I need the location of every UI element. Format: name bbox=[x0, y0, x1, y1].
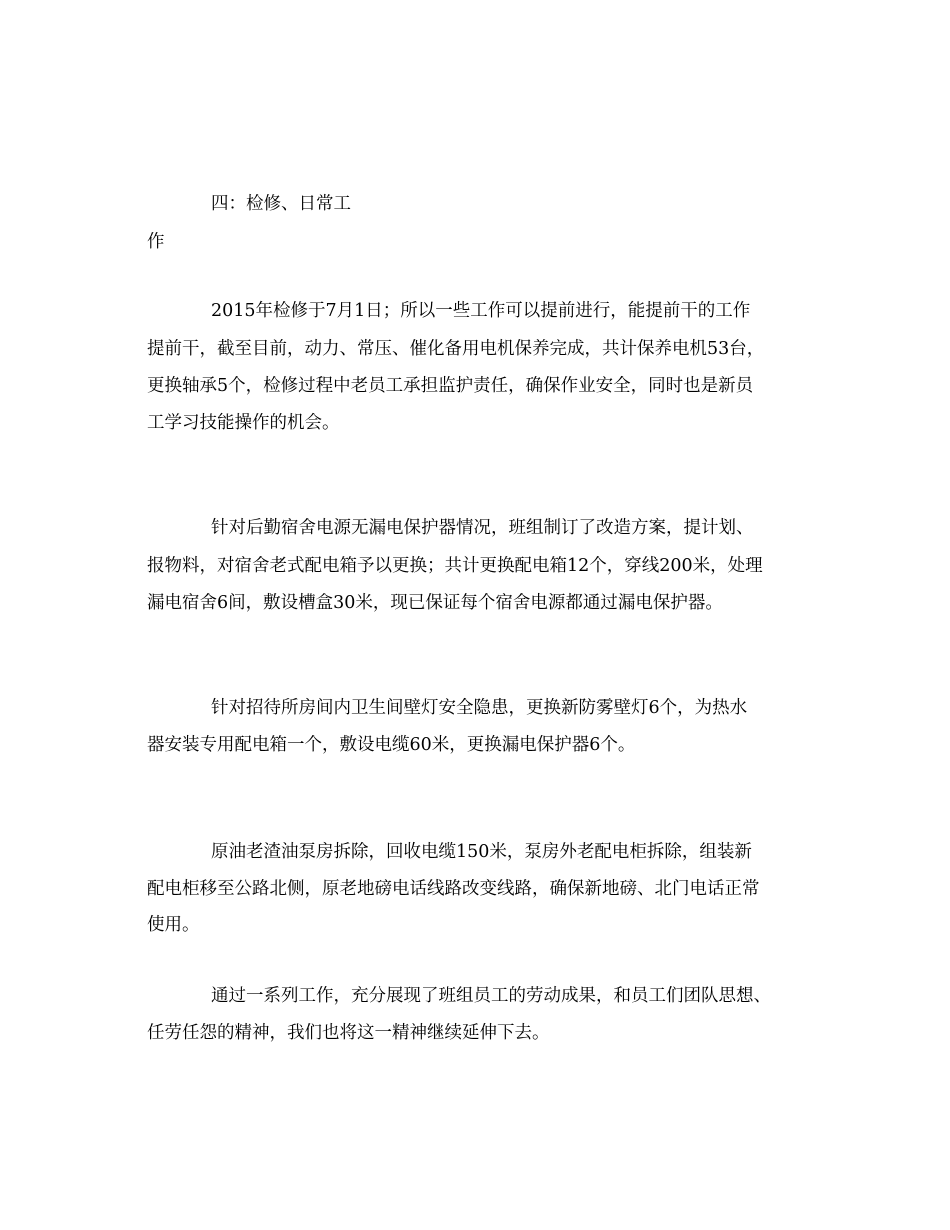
section-heading: 四：检修、日常工 bbox=[211, 194, 351, 214]
paragraph-line: 器安装专用配电箱一个，敷设电缆60米，更换漏电保护器6个。 bbox=[147, 735, 636, 755]
paragraph-line: 工学习技能操作的机会。 bbox=[147, 413, 340, 433]
paragraph-line: 任劳任怨的精神，我们也将这一精神继续延伸下去。 bbox=[147, 1023, 550, 1043]
paragraph-line: 配电柜移至公路北侧，原老地磅电话线路改变线路，确保新地磅、北门电话正常 bbox=[147, 879, 760, 899]
paragraph-line: 提前干，截至目前，动力、常压、催化备用电机保养完成，共计保养电机53台， bbox=[147, 339, 765, 359]
section-heading-continuation: 作 bbox=[147, 232, 165, 252]
paragraph-line: 报物料，对宿舍老式配电箱予以更换；共计更换配电箱12个，穿线200米，处理 bbox=[147, 556, 763, 576]
paragraph-line: 原油老渣油泵房拆除，回收电缆150米，泵房外老配电柜拆除，组装新 bbox=[211, 842, 752, 862]
paragraph-line: 更换轴承5个，检修过程中老员工承担监护责任，确保作业安全，同时也是新员 bbox=[147, 376, 754, 396]
paragraph-line: 通过一系列工作，充分展现了班组员工的劳动成果，和员工们团队思想、 bbox=[211, 986, 771, 1006]
paragraph-line: 漏电宿舍6间，敷设槽盒30米，现已保证每个宿舍电源都通过漏电保护器。 bbox=[147, 593, 723, 613]
paragraph-line: 针对招待所房间内卫生间壁灯安全隐患，更换新防雾壁灯6个，为热水 bbox=[211, 698, 748, 718]
paragraph-line: 2015年检修于7月1日；所以一些工作可以提前进行，能提前干的工作 bbox=[211, 301, 751, 321]
paragraph-line: 使用。 bbox=[147, 915, 200, 935]
paragraph-line: 针对后勤宿舍电源无漏电保护器情况，班组制订了改造方案，提计划、 bbox=[211, 518, 754, 538]
